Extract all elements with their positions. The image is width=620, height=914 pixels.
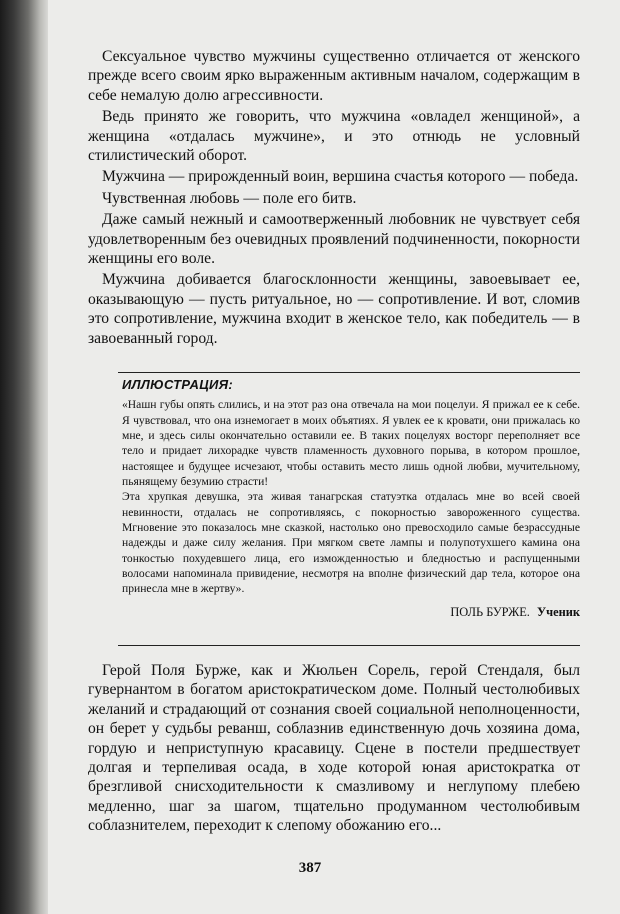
illustration-top-rule xyxy=(118,372,580,373)
signature-work: Ученик xyxy=(537,604,580,619)
paragraph: Герой Поля Бурже, как и Жюльен Сорель, герой Стендаля, был гувернантом в богатом аристократическом доме. Полный честолюбивых желаний и страдающий от сознания своей социальной неполноценности, он берет у судьбы реванш, соблазнив единственную дочь хозяина дома, гордую и неприступную красавицу. Сцене в постели предшествует долгая и терпеливая осада, в ходе которой юная аристократка от брезгливой снисходительности к смазливому и неглупому плебею медленно, шаг за шагом, тщательно продуманном честолюбивым соблазнителем, переходит к слепому обожанию его... xyxy=(88,662,580,835)
illustration-paragraph: Эта хрупкая девушка, эта живая танагрская статуэтка отдалась мне во всей своей невинности, отдалась не сопротивляясь, с покорностью завороженного существа. Мгновение это показалось мне сказкой, настолько оно превосходило самые безрассудные надежды и даже силу желания. При мягком свете лампы и полупотухшего камина она тонкостью похудевшего лица, его изможденностью и бледностью и распущенными волосами напоминала привидение, несмотря на вполне физический дар тела, которое она принесла мне в жертву». xyxy=(122,490,580,596)
illustration-box xyxy=(122,377,580,620)
illustration-signature xyxy=(122,605,580,620)
paragraph: Даже самый нежный и самоотверженный любовник не чувствует себя удовлетворенным без очевидных проявлений подчиненности, покорности женщины его воле. xyxy=(88,211,580,268)
illustration-heading: ИЛЛЮСТРАЦИЯ: xyxy=(122,377,234,392)
paragraph: Мужчина добивается благосклонности женщины, завоевывает ее, оказывающую — пусть ритуальное, но — сопротивление. И вот, сломив это сопротивление, мужчина входит в женское тело, как победитель — в завоеванный город. xyxy=(88,271,580,347)
paragraph: Чувственная любовь — поле его битв. xyxy=(102,189,357,207)
book-spine-shadow xyxy=(0,0,48,914)
top-text-block xyxy=(88,47,580,350)
illustration-paragraph: «Нашн губы опять слились, и на этот раз она отвечала на мои поцелуи. Я прижал ее к себе. Я чувствовал, что она изнемогает в моих объятиях. Я увлек ее к кровати, они прижалась ко мне, и здесь силы окончательно оставили ее. В таких поцелуях восторг переполняет все тело и придает лихорадке чувств пламенность духовного порыва, в котором прошлое, настоящее и будущее исчезают, чтобы оставить место лишь одной любви, мучительному, пьянящему безумию страсти! xyxy=(122,398,580,489)
illustration-bottom-rule xyxy=(118,645,580,646)
paragraph: Ведь принято же говорить, что мужчина «овладел женщиной», а женщина «отдалась мужчине», и это отнюдь не условный стилистический оборот. xyxy=(88,108,580,165)
bottom-text-block xyxy=(88,661,580,836)
paragraph: Сексуальное чувство мужчины существенно отличается от женского прежде всего своим ярко выраженным активным началом, содержащим в себе немалую долю агрессивности. xyxy=(88,48,580,104)
page-number: 387 xyxy=(298,860,322,876)
signature-author: ПОЛЬ БУРЖЕ. xyxy=(450,604,530,619)
paragraph: Мужчина — прирожденный воин, вершина счастья которого — победа. xyxy=(102,168,579,186)
